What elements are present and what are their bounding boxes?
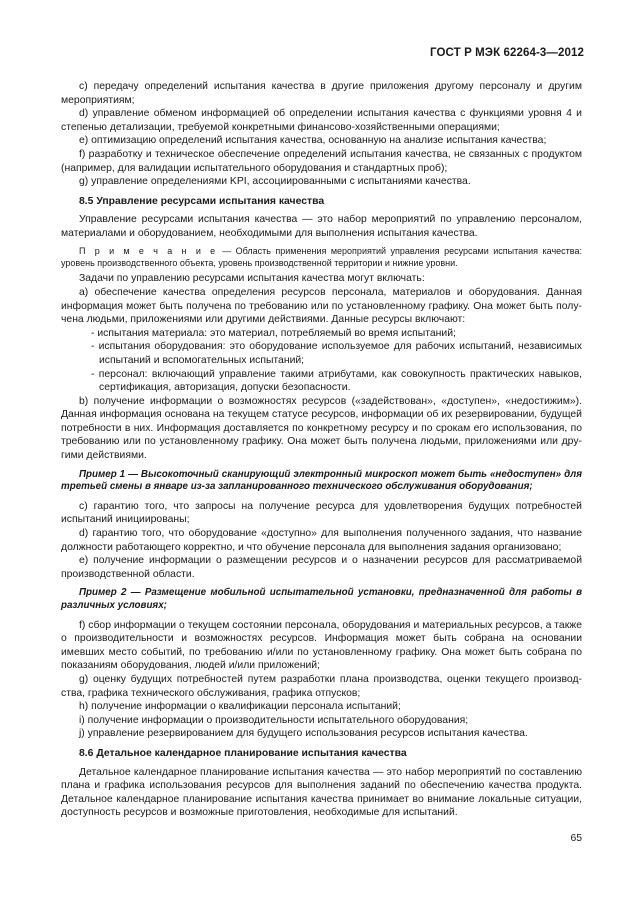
section-intro: Детальное календарное планирование испытания качества — это набор мероприятий по составлению плана и графика использования ресурсов для выполнения заданий по обеспечению качества продукта. Детальное календарное планирование испытания качества принимает во внимание локальные ситуации, доступность ресурсов и возможные приготовления, необходимые для испытаний. (61, 766, 582, 819)
bullet-item: - персонал: включающий управление такими атрибутами, как совокупность практических навыков, сертификация, авторизация, допуски безопасности. (91, 368, 582, 394)
bullet-item: - испытания оборудования: это оборудование используемое для рабочих испытаний, независимых испытаний и вспомогательных испытаний; (91, 341, 582, 366)
list-item: d) управление обменом информацией об определении испытания качества с функциями уровня 4 и степенью детализации, требуемой конкретными финансово-хозяйственными операциями; (61, 108, 582, 133)
bullet-list (79, 327, 582, 395)
list-item: e) оптимизацию определений испытания качества, основанную на анализе испытания качества; (79, 135, 547, 147)
list-item: d) гарантию того, что оборудование «доступно» для выполнения полученного задания, что название должности работающего корректно, и что обучение персонала для выполнения задания организовано; (61, 528, 582, 553)
section-heading-8-6: 8.6 Детальное календарное планирование испытания качества (79, 747, 407, 759)
note-label: П р и м е ч а н и е (79, 245, 218, 256)
list-item: c) передачу определений испытания качества в другие приложения другому персоналу и другим мероприятиям; (61, 81, 582, 106)
page-number: 65 (570, 833, 582, 844)
list-item: i) получение информации о производительности испытательного оборудования; (79, 714, 469, 726)
example-2: Пример 2 — Размещение мобильной испытательной установки, предназначенной для работы в различных условиях; (61, 587, 582, 611)
list-item: e) получение информации о размещении ресурсов и о назначении ресурсов для рассматриваемой производственной области. (61, 555, 582, 580)
section-intro: Управление ресурсами испытания качества — это набор мероприятий по управлению персоналом, материалами и оборудованием, необходимыми для выполнения испытания качества. (61, 214, 582, 239)
list-item: c) гарантию того, что запросы на получение ресурса для удовлетворения будущих потребностей испытаний инициированы; (61, 500, 582, 526)
bullet-item: - испытания материала: это материал, потребляемый во время испытаний; (91, 327, 456, 339)
note-text: — Область применения мероприятий управления ресурсами испытания качества: уровень производственного объекта, уровень производственной территории и нижние уровни. (61, 245, 582, 268)
page-body (61, 80, 582, 820)
section-heading-8-5: 8.5 Управление ресурсами испытания качества (79, 195, 325, 207)
list-item: j) управление резервированием для будущего использования ресурсов испытания качества. (79, 728, 528, 740)
list-item: b) получение информации о возможностях ресурсов («задействован», «доступен», «недостижим»). Данная информация основана на текущем статусе ресурсов, информации об их резервировании, будущей потребности в них. Информация доставляется по конкретному ресурсу и по срокам его использования, по требованию или по установленному графику. Она может быть получена людьми, приложениями или другими действиями. (61, 395, 582, 462)
list-item: а) обеспечение качества определения ресурсов персонала, материалов и оборудования. Данная информация может быть получена по требованию или по установленному графику. Она может быть получена людьми, приложениями или другими действиями. Данные ресурсы включают: (61, 286, 582, 326)
standard-header: ГОСТ Р МЭК 62264-3—2012 (430, 47, 584, 59)
list-item: g) управление определениями KPI, ассоциированными с испытаниями качества. (79, 176, 471, 188)
example-1: Пример 1 — Высокоточный сканирующий электронный микроскоп может быть «недоступен» для третьей смены в январе из-за запланированного технического обслуживания оборудования; (61, 468, 582, 493)
list-item: g) оценку будущих потребностей путем разработки плана производства, оценки текущего производства, графика технического обслуживания, графика отпусков; (61, 673, 582, 699)
list-item: f) разработку и техническое обеспечение определений испытания качества, не связанных с продуктом (например, для валидации испытательного оборудования и стандартных проб); (61, 148, 582, 174)
list-item: h) получение информации о квалификации персонала испытаний; (79, 701, 401, 713)
note (61, 245, 582, 270)
tasks-intro: Задачи по управлению ресурсами испытания качества могут включать: (79, 273, 425, 285)
list-item: f) сбор информации о текущем состоянии персонала, оборудования и материальных ресурсов, а также о производительности и возможностях ресурсов. Информация может быть собрана на основании имевших место событий, по требованию и/или по установленному графику. Она может быть собрана по показаниям оборудования, людей и/или приложений; (61, 619, 582, 672)
